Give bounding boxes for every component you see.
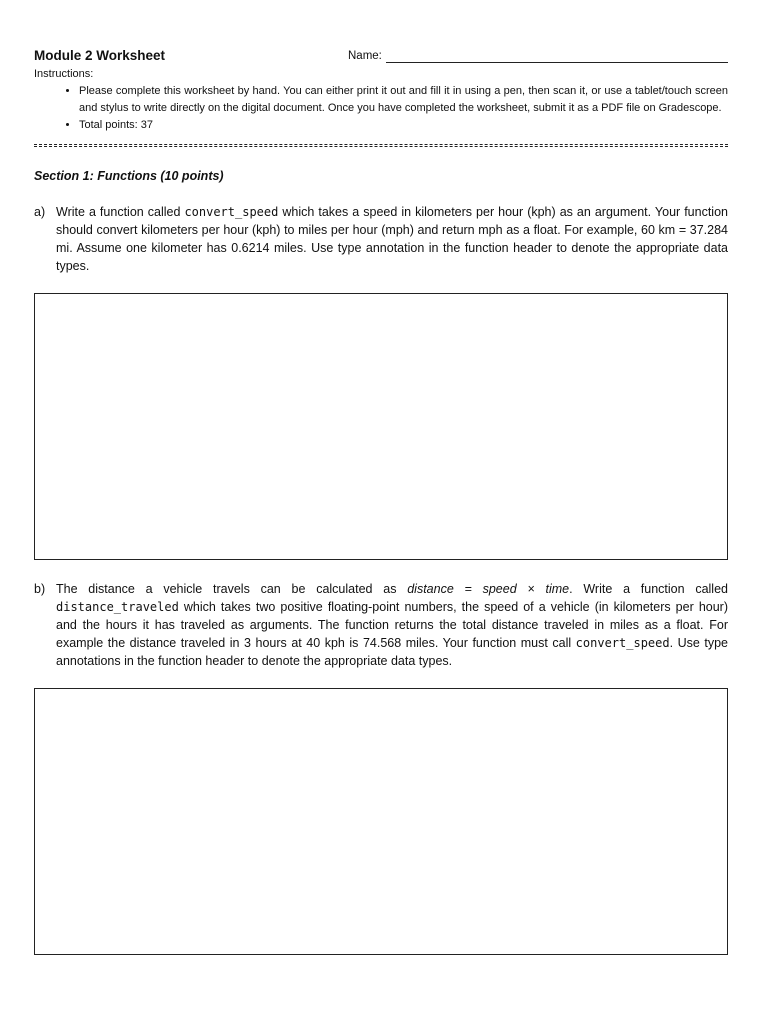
worksheet-page (34, 48, 728, 955)
code-function-name: convert_speed (575, 636, 670, 650)
instructions-list (34, 83, 728, 134)
formula: distance = speed × time (407, 582, 570, 596)
question-letter: b) (34, 582, 46, 596)
question-text: which takes two positive floating-point numbers, the speed of a vehicle (in kilometers per hour) and the hours it has traveled as arguments. The function returns the total distance traveled in miles as a float. For example the distance traveled in 3 hours at 40 kph is 74.568 miles. Your function must call (56, 600, 728, 650)
code-function-name: distance_traveled (56, 600, 179, 614)
worksheet-title: Module 2 Worksheet (34, 48, 166, 63)
name-label: Name: (348, 50, 382, 62)
instruction-item: • Total points: 37 (79, 117, 728, 134)
name-field-line (386, 62, 728, 63)
section-title: Section 1: Functions (10 points) (34, 169, 224, 183)
instruction-item: • Please complete this worksheet by hand. You can either print it out and fill it in using a pen, then scan it, or use a tablet/touch screen and stylus to write directly on the digital document. Once you have completed the worksheet, submit it as a PDF file on Gradescope. (79, 83, 728, 117)
question-b (34, 580, 728, 670)
section-divider (34, 144, 728, 147)
question-text: The distance a vehicle travels can be calculated as (56, 582, 408, 596)
question-a (34, 203, 728, 275)
question-text: Write a function called (56, 205, 185, 219)
answer-box-b[interactable] (34, 688, 728, 955)
instructions-label: Instructions: (34, 68, 94, 80)
header (34, 48, 728, 66)
question-text: . Write a function called (569, 582, 728, 596)
question-letter: a) (34, 205, 46, 219)
question-text: which takes a speed in kilometers per hour (kph) as an argument. Your function should convert kilometers per hour (kph) to miles per hour (mph) and return mph as a float. For example, 60 km = 37.284 mi. Assume one kilometer has 0.6214 miles. Use type annotation in the function header to denote the appropriate data types. (56, 205, 728, 273)
code-function-name: convert_speed (184, 205, 279, 219)
answer-box-a[interactable] (34, 293, 728, 560)
question-text: . Use type annotations in the function header to denote the appropriate data types. (56, 636, 728, 668)
